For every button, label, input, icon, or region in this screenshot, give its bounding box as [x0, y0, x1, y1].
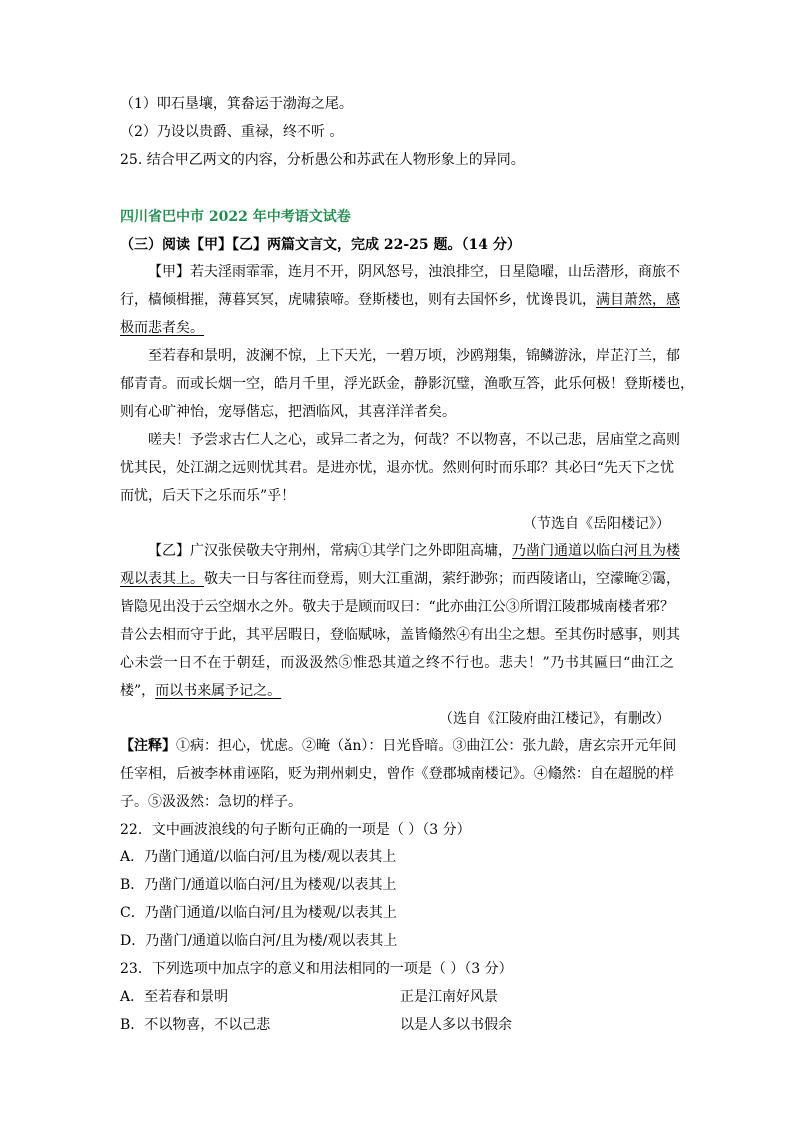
reading-instruction: （三）阅读【甲】【乙】两篇文言文，完成 22-25 题。（14 分）: [120, 237, 521, 253]
passage-yi-line-2-text: 敬夫一日与客往而登焉，则大江重湖，萦纡渺弥；而西陵诸山，空濛晻②霭，: [204, 571, 680, 587]
wavy-underlined-sentence-end: 观以表其上。: [120, 571, 204, 587]
question-22-option-d: D．乃凿门/通道以临白河/且为楼/观以表其上: [120, 933, 398, 949]
passage-jia-line-2: [120, 290, 680, 310]
question-25: 25. 结合甲乙两文的内容，分析愚公和苏武在人物形象上的异同。: [120, 152, 525, 168]
passage-yi-line-5: 心未尝一日不在于朝廷，而汲汲然⑤惟恐其道之终不行也。悲夫！”乃书其匾曰“曲江之: [120, 655, 674, 671]
question-23-stem: 23．下列选项中加点字的意义和用法相同的一项是（ ）（3 分）: [120, 961, 513, 977]
notes-line-1-text: ①病：担心，忧虑。②晻（ǎn）：日光昏暗。③曲江公：张九龄，唐玄宗开元年间: [176, 738, 677, 754]
question-22-option-b: B．乃凿门/通道以临白河/且为楼观/以表其上: [120, 877, 397, 893]
question-22-option-c: C．乃凿门通道/以临白河/且为楼观/以表其上: [120, 905, 397, 921]
underlined-sentence: 而以书来属予记之。: [155, 683, 282, 699]
passage-jia-p3-line-3: 而忧，后天下之乐而乐”乎！: [120, 488, 296, 504]
notes-label: 【注释】: [120, 738, 176, 754]
question-23-option-b-left: B．不以物喜，不以己悲: [120, 1017, 271, 1033]
passage-jia-p2-line-3: 则有心旷神怡，宠辱偕忘，把酒临风，其喜洋洋者矣。: [120, 404, 456, 420]
question-22-option-a: A．乃凿门通道/以临白河/且为楼/观以表其上: [120, 849, 397, 865]
passage-jia-line-2-text: 行，樯倾楫摧，薄暮冥冥，虎啸猿啼。登斯楼也，则有去国怀乡，忧谗畏讥，: [120, 292, 596, 308]
notes-line-3: 子。⑤汲汲然：急切的样子。: [120, 794, 302, 810]
notes-line-1: [120, 736, 677, 756]
passage-jia-source: （节选自《岳阳楼记》）: [523, 516, 670, 532]
exam-section-title: 四川省巴中市 2022 年中考语文试卷: [120, 209, 351, 225]
q24-item-2: （2）乃设以贵爵、重禄，终不听 。: [120, 124, 344, 140]
notes-line-2: 任宰相，后被李林甫诬陷，贬为荆州刺史，曾作《登郡城南楼记》。④翛然：自在超脱的样: [120, 766, 674, 782]
passage-jia-p3-line-1: 嗟夫！予尝求古仁人之心，或异二者之为，何哉？不以物喜，不以己悲，居庙堂之高则: [148, 432, 680, 448]
q24-item-1: （1）叩石垦壤，箕畚运于渤海之尾。: [120, 96, 353, 112]
passage-yi-line-6: [120, 681, 281, 701]
passage-yi-line-3: 皆隐见出没于云空烟水之外。敬夫于是顾而叹曰：“此亦曲江公③所谓江陵郡城南楼者邪？: [120, 599, 674, 615]
underlined-phrase: 满目萧然，感: [596, 292, 680, 308]
question-23-option-a-left: A．至若春和景明: [120, 989, 229, 1005]
passage-yi-line-4: 昔公去相而守于此，其平居暇日，登临赋咏，盖皆翛然④有出尘之想。至其伤时感事，则其: [120, 627, 680, 643]
passage-yi-line-1: [148, 541, 680, 561]
passage-jia-line-1: 【甲】若夫淫雨霏霏，连月不开，阴风怒号，浊浪排空，日星隐曜，山岳潜形，商旅不: [148, 264, 680, 280]
question-23-option-a-right: 正是江南好风景: [400, 989, 498, 1005]
passage-jia-p2-line-2: 郁青青。而或长烟一空，皓月千里，浮光跃金，静影沉璧，渔歌互答，此乐何极！登斯楼也，: [120, 376, 694, 392]
passage-jia-line-3: 极而悲者矣。: [120, 320, 204, 336]
passage-yi-source: （选自《江陵府曲江楼记》，有删改）: [439, 711, 670, 727]
passage-yi-line-6-text: 楼”，: [120, 683, 156, 699]
passage-yi-line-2: [120, 569, 680, 589]
question-22-stem: 22．文中画波浪线的句子断句正确的一项是（ ）（3 分）: [120, 822, 471, 838]
passage-jia-p3-line-2: 忧其民，处江湖之远则忧其君。是进亦忧，退亦忧。然则何时而乐耶？其必曰“先天下之忧: [120, 460, 674, 476]
wavy-underlined-sentence: 乃凿门通道以临白河且为楼: [512, 543, 680, 559]
question-23-option-b-right: 以是人多以书假余: [400, 1017, 512, 1033]
passage-yi-line-1-text: 【乙】广汉张侯敬夫守荆州，常病①其学门之外即阻高墉，: [148, 543, 512, 559]
passage-jia-p2-line-1: 至若春和景明，波澜不惊，上下天光，一碧万顷，沙鸥翔集，锦鳞游泳，岸芷汀兰，郁: [148, 348, 680, 364]
